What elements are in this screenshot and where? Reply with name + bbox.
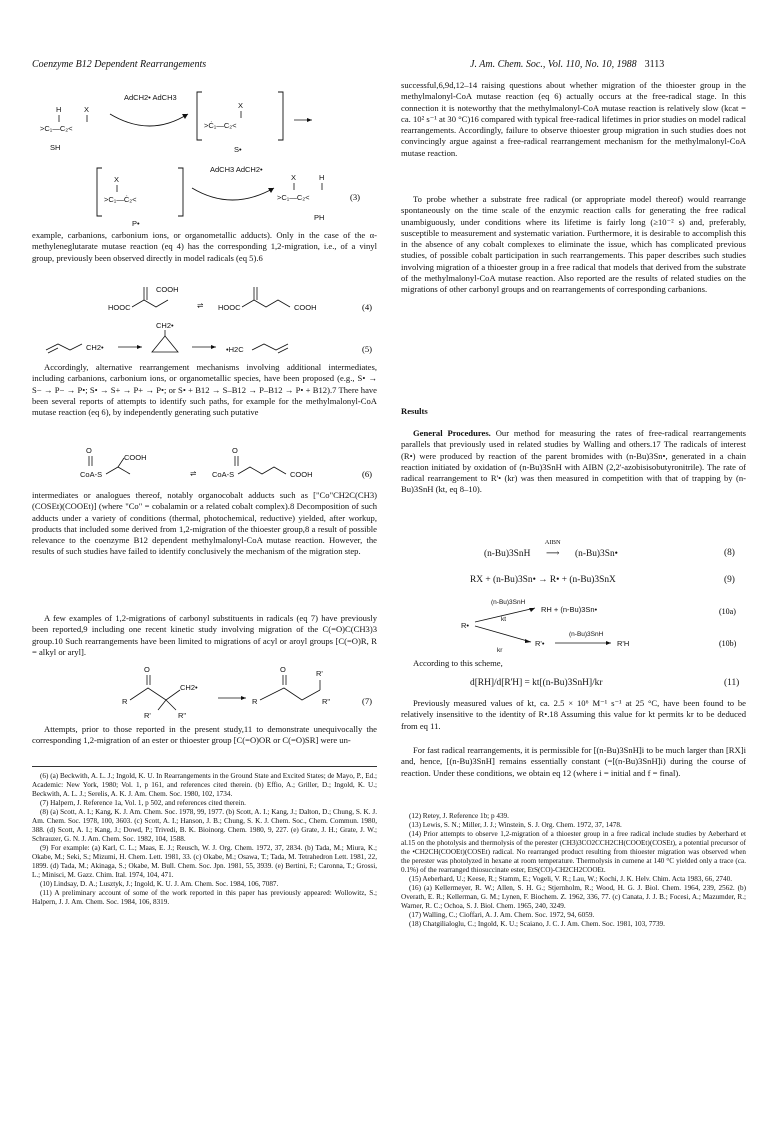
svg-text:X: X [238,101,244,110]
footnote: (15) Aeberhard, U.; Keese, R.; Stamm, E.; Vogeli, V. R.; Lau, W.; Kochi, J. K. Helv. Chim. Acta 1983, 66, 2740. [409,875,733,883]
right-paragraph-5-text: Previously measured values of kt, ca. 2.5 × 10⁶ M⁻¹ s⁻¹ at 25 °C, have been found to be relatively insensitive to the identity of R•.18 Assuming this value for kt permits kr to be deduced from eq 11. [401,698,746,731]
label-sh: SH [50,143,61,152]
footnote: (16) (a) Kellermeyer, R. W.; Allen, S. H. G.; Stjernholm, R.; Wood, H. G. J. Biol. Chem. 1964, 239, 2562. (b) Overath, E. R.; Kellerman, G. M.; Lynen, F. Biochem. Z. 1962, 336, 77. (c) Canata, J. J. B.; Focesi, A.; Mazumder, R.; Warner, R. C.; Ochoa, S. J. Biol. Chem. 1965, 240, 3249. [401,884,746,910]
footnote: (7) Halpern, J. Reference 1a, Vol. 1, p 502, and references cited therein. [40,799,246,807]
eq10-kr: kr [497,647,503,654]
eq8-lhs: (n-Bu)3SnH [484,549,531,559]
eq10-product-top: RH + (n-Bu)3Sn• [541,605,598,614]
left-paragraph-4-text: A few examples of 1,2-migrations of carbonyl substituents in radicals (eq 7) have previously been reported,9 including one recent kinetic study involving migration of the C(=O)C(CH3)3 group.10 Such rearrangements have been limited to migrations of acyl or aroyl groups [C(=O)R, R = alkyl or aryl]. [32,613,377,657]
svg-text:>C₁—C₂<: >C₁—C₂< [40,124,73,133]
left-paragraph-2-text: Accordingly, alternative rearrangement mechanisms involving additional intermediates, including carbanions, carbonium ions, or organometallic species, have been proposed (e.g., S• → S− → P− → P•; S• → S+ → P+ → P•; or S• + B12 → S–B12 → P–B12 → P• + B12).7 There have been several reports of attempts to identify such paths, for example for the methylmalonyl-CoA mutase reaction (eq 6), by independently generating such putative [32,362,377,418]
left-paragraph-5-text: Attempts, prior to those reported in the present study,11 to demonstrate unequivocally the corresponding 1,2-migration of an ester or thioester group [C(=O)OR or C(=O)SR] were un- [32,724,377,746]
scheme-eq3 [32,80,377,228]
eq4-cooh-left: COOH [156,285,179,294]
left-paragraph-1-text: example, carbanions, carbonium ions, or organometallic adducts). Only in the case of the α-methyleneglutarate mutase reaction (eq 4) has the corresponding 1,2-migration, i.e., of a vinyl group, previously been observed directly in model radicals (eq 5).6 [32,230,377,263]
footnote: (10) Lindsay, D. A.; Lusztyk, J.; Ingold, K. U. J. Am. Chem. Soc. 1984, 106, 7087. [40,880,279,888]
right-paragraph-1 [401,80,746,159]
svg-text:X: X [291,173,297,182]
subheading-general-procedures: General Procedures. [413,428,491,438]
eq6-coas-right: CoA-S [212,470,235,479]
eq6-number: (6) [362,469,373,479]
eq10b-number: (10b) [719,639,737,648]
eq6-coas-left: CoA-S [80,470,103,479]
right-paragraph-2-text: To probe whether a substrate free radical (or appropriate model thereof) would rearrange spontaneously on the time scale of the enzymic reaction calls for generating the free radical unambiguously, under conditions where its lifetime is fairly long (≥10⁻² s) and, preferably, susceptible to measurement and systematic variation. Furthermore, it is desirable to accomplish this in the absence of any cobalt complexes to eliminate the issue, which has complicated previous studies, of possible cobalt participation in such rearrangements. This paper describes such studies involving migration of a thioester group in a free radical that models that derived from the substrate of the methylmalonyl-CoA mutase reaction. Also reported are the results of related studies on the migrations of other carbonyl groups and on rearrangements of corresponding carbanions. [401,194,746,295]
footnote: (12) Retey, J. Reference 1b; p 439. [409,812,509,820]
right-paragraph-3-text: Our method for measuring the rates of free-radical rearrangements parallels that previously used in related studies by Walling and others.17 The radicals of interest (R•) were produced by reaction of the parent bromides with (n-Bu)3Sn•, generated in a chain reaction initiated by oxidation of (n-Bu)3SnH with AIBN (2,2'-azobisisobutyronitrile). The rate of radical rearrangement to R'• (kr) was then measured in competition with that of trapping by (n-Bu)3SnH (kt, eq 8–10). [401,428,746,495]
ado-label-1: AdCH2• AdCH3 [124,93,177,102]
eq11-number: (11) [724,678,740,688]
footnote: (11) A preliminary account of some of the work reported in this paper has previously appeared: Wollowitz, S.; Halpern, J. J. Am. Chem. Soc. 1984, 106, 8319. [32,889,377,906]
svg-text:>C₁—Ċ₂<: >C₁—Ċ₂< [104,195,137,204]
footnote: (8) (a) Scott, A. I.; Kang, K. J. Am. Chem. Soc. 1978, 99, 1977. (b) Scott, A. I.; Kang, J.; Dalton, D.; Chung, S. K. J. Am. Chem. Soc. 1978, 100, 3603. (c) Scott, A. I.; Hanson, J. B.; Chung, S. K. J. Chem. Soc., Chem. Commun. 1980, 388. (d) Scott, A. I.; Kang, J.; Dowd, P.; Trivedi, B. K. Bioinorg. Chem. 1980, 9, 227. (e) Grate, J. H.; Grate, J. W.; Schrauzer, G. N. J. Am. Chem. Soc. 1982, 104, 1588. [32,808,377,843]
eq8-rhs: (n-Bu)3Sn• [575,549,618,559]
eq9-number: (9) [724,575,735,585]
left-paragraph-3 [32,490,377,558]
eq7-rprime-left: R' [144,711,151,720]
svg-text:O: O [280,665,286,674]
section-heading-results: Results [401,406,428,416]
equation-11: d[RH]/d[R'H] = kt[(n-Bu)3SnH]/kr [470,678,603,688]
footnote: (6) (a) Beckwith, A. L. J.; Ingold, K. U. In Rearrangements in the Ground State and Excited States; de Mayo, P., Ed.; Academic: New York, 1980; Vol. 1, p 161, and references cited therein. (b) Effio, A.; Griller, D.; Ingold, K. U.; Beckwith, A. L. J.; Serelis, A. K. J. Am. Chem. Soc. 1980, 102, 1734. [32,772,377,798]
svg-text:H: H [319,173,325,182]
eq10-kt: kt [501,616,507,623]
eq4-number: (4) [362,302,373,312]
footnotes-left [32,772,377,907]
right-paragraph-1-text: successful,6,9d,12–14 raising questions about whether migration of the thioester group in the methylmalonyl-CoA mutase reaction (eq 6) actually occurs at the free-radical stage. In this connection it is noteworthy that the methylmalonyl-CoA mutase reaction is relatively slow (kcat = ca. 10² s⁻¹ at 30 °C)16 compared with typical free-radical lifetimes in prior studies on model radical rearrangements. Accordingly, failure to observe thioester group migration in such studies does not convincingly argue against a free-radical rearrangement mechanism for the methylmalonyl-CoA mutase reaction. [401,80,746,158]
left-paragraph-2 [32,362,377,418]
left-paragraph-4 [32,613,377,658]
eq10-reagent-bottom: (n-Bu)3SnH [569,631,604,638]
footnote: (17) Walling, C.; Cioffari, A. J. Am. Chem. Soc. 1972, 94, 6059. [409,911,595,919]
svg-text:O: O [232,446,238,455]
footnote: (18) Chatgilialoglu, C.; Ingold, K. U.; Scaiano, J. C. J. Am. Chem. Soc. 1981, 103, 7739. [409,920,665,928]
eq8-number: (8) [724,548,735,558]
label-pdot: P• [132,219,140,228]
eq8-arrow-label: AIBN [544,539,561,546]
left-paragraph-1 [32,230,377,264]
eq5-number: (5) [362,344,373,354]
right-paragraph-5 [401,698,746,732]
svg-text:X: X [114,175,120,184]
eq10a-number: (10a) [719,607,736,616]
eq7-r-left: R [122,697,128,706]
equation-10 [401,594,746,654]
eq7-rdprime-left: R" [178,711,187,720]
ado-label-2: AdCH3 AdCH2• [210,165,263,174]
eq7-rdprime-right: R" [322,697,331,706]
equation-5 [32,320,377,362]
eq4-hooc-left: HOOC [108,303,131,312]
eq10-rprime-dot: R'• [535,639,545,648]
footnote: (13) Lewis, S. N.; Miller, J. J.; Winstein, S. J. Org. Chem. 1972, 37, 1478. [409,821,622,829]
equation-4 [32,280,377,320]
label-sdot: S• [234,145,242,154]
label-ph: PH [314,213,325,222]
eq7-rprime-right: R' [316,669,323,678]
svg-text:⇌: ⇌ [190,469,197,478]
right-paragraph-4-text: According to this scheme, [413,658,503,668]
left-paragraph-5 [32,724,377,747]
journal-citation: J. Am. Chem. Soc., Vol. 110, No. 10, 1988 [470,59,637,70]
eq7-number: (7) [362,696,373,706]
equation-6 [32,440,377,486]
svg-text:>Ċ₁—C₂<: >Ċ₁—C₂< [204,121,237,130]
eq6-cooh-right: COOH [290,470,313,479]
equation-7 [32,662,377,722]
right-paragraph-4 [401,658,746,669]
eq4-cooh-right: COOH [294,303,317,312]
atom-h: H [56,105,62,114]
atom-x: X [84,105,90,114]
footnote-rule-left [32,766,377,767]
svg-text:O: O [86,446,92,455]
running-header-journal [470,59,664,70]
footnotes-right [401,812,746,929]
eq7-ch2: CH2• [180,683,198,692]
equation-8: (n-Bu)3SnH AIBN ⟶ (n-Bu)3Sn• [484,539,618,559]
svg-text:⇌: ⇌ [197,301,204,310]
page-number: 3113 [644,59,665,70]
right-paragraph-3 [401,428,746,496]
eq3-number: (3) [350,192,361,202]
eq5-h2c-right: •H2C [226,345,244,354]
eq10-rdot: R• [461,621,470,630]
footnote: (14) Prior attempts to observe 1,2-migration of a thioester group in a free radical include studies by Aeberhard et al.15 on the photolysis and thermolysis of the perester (CH3)3CO2CCH2CH(COOEt)(COSEt), a potential precursor of the •CH2CH(COOEt)(COSEt) radical. No rearranged product resulting from thioester migration was observed when the perester was photolyzed in hexane at room temperature. Thermolysis in cumene at 140 °C yielded only a trace (ca. 0.1%) of the rearranged thiosuccinate ester, EtS(CO)-CH2CH2COOEt. [401,830,746,874]
eq4-hooc-right: HOOC [218,303,241,312]
right-paragraph-6-text: For fast radical rearrangements, it is permissible for [(n-Bu)3SnH]i to be much larger than [RX]i and, hence, [(n-Bu)3SnH] remains essentially constant (=[(n-Bu)3SnH]i) during the course of reaction. Under these conditions, we obtain eq 12 (where i = initial and f = final). [401,745,746,778]
svg-text:O: O [144,665,150,674]
eq6-cooh-left: COOH [124,453,147,462]
eq5-ch2-left: CH2• [86,343,104,352]
eq7-r-right: R [252,697,258,706]
right-paragraph-2 [401,194,746,296]
eq5-ch2-top: CH2• [156,321,174,330]
eq10-reagent-top: (n-Bu)3SnH [491,599,526,606]
left-paragraph-3-text: intermediates or analogues thereof, notably organocobalt adducts such as ["Co"CH2C(CH3)(COSEt)(COOEt)] (where "Co" = cobalamin or a related cobalt complex).8 Decomposition of such adducts under a variety of conditions (thermal, photochemical, reductive) yielded, after workup, products that included some derived from 1,2-migration of the thioester group,8 a result of possible relevance to the coenzyme B12 dependent methylmalonyl-CoA mutase reaction. However, the results of such studies have failed to identify conclusively the mechanism of the migration step. [32,490,377,557]
right-paragraph-6 [401,745,746,779]
svg-text:>C₁—C₂<: >C₁—C₂< [277,193,310,202]
footnote: (9) For example: (a) Karl, C. L.; Maas, E. J.; Reusch, W. J. Org. Chem. 1972, 37, 2834. (b) Tada, M.; Miura, K.; Okabe, M.; Seki, S.; Mizumi, H. Chem. Lett. 1981, 33. (c) Okabe, M.; Osawa, T.; Tada, M. Tetrahedron Lett. 1981, 22, 1899. (d) Tada, M.; Akinaga, S.; Okabe, M. Bull. Chem. Soc. Jpn. 1981, 55, 3939. (e) Bertini, F.; Caronna, T.; Grossi, L.; Minisci, M. Gazz. Chim. Ital. 1974, 104, 471. [32,844,377,879]
eq10-rprime-h: R'H [617,639,630,648]
equation-9: RX + (n-Bu)3Sn• → R• + (n-Bu)3SnX [470,575,616,585]
running-header-title: Coenzyme B12 Dependent Rearrangements [32,59,207,70]
